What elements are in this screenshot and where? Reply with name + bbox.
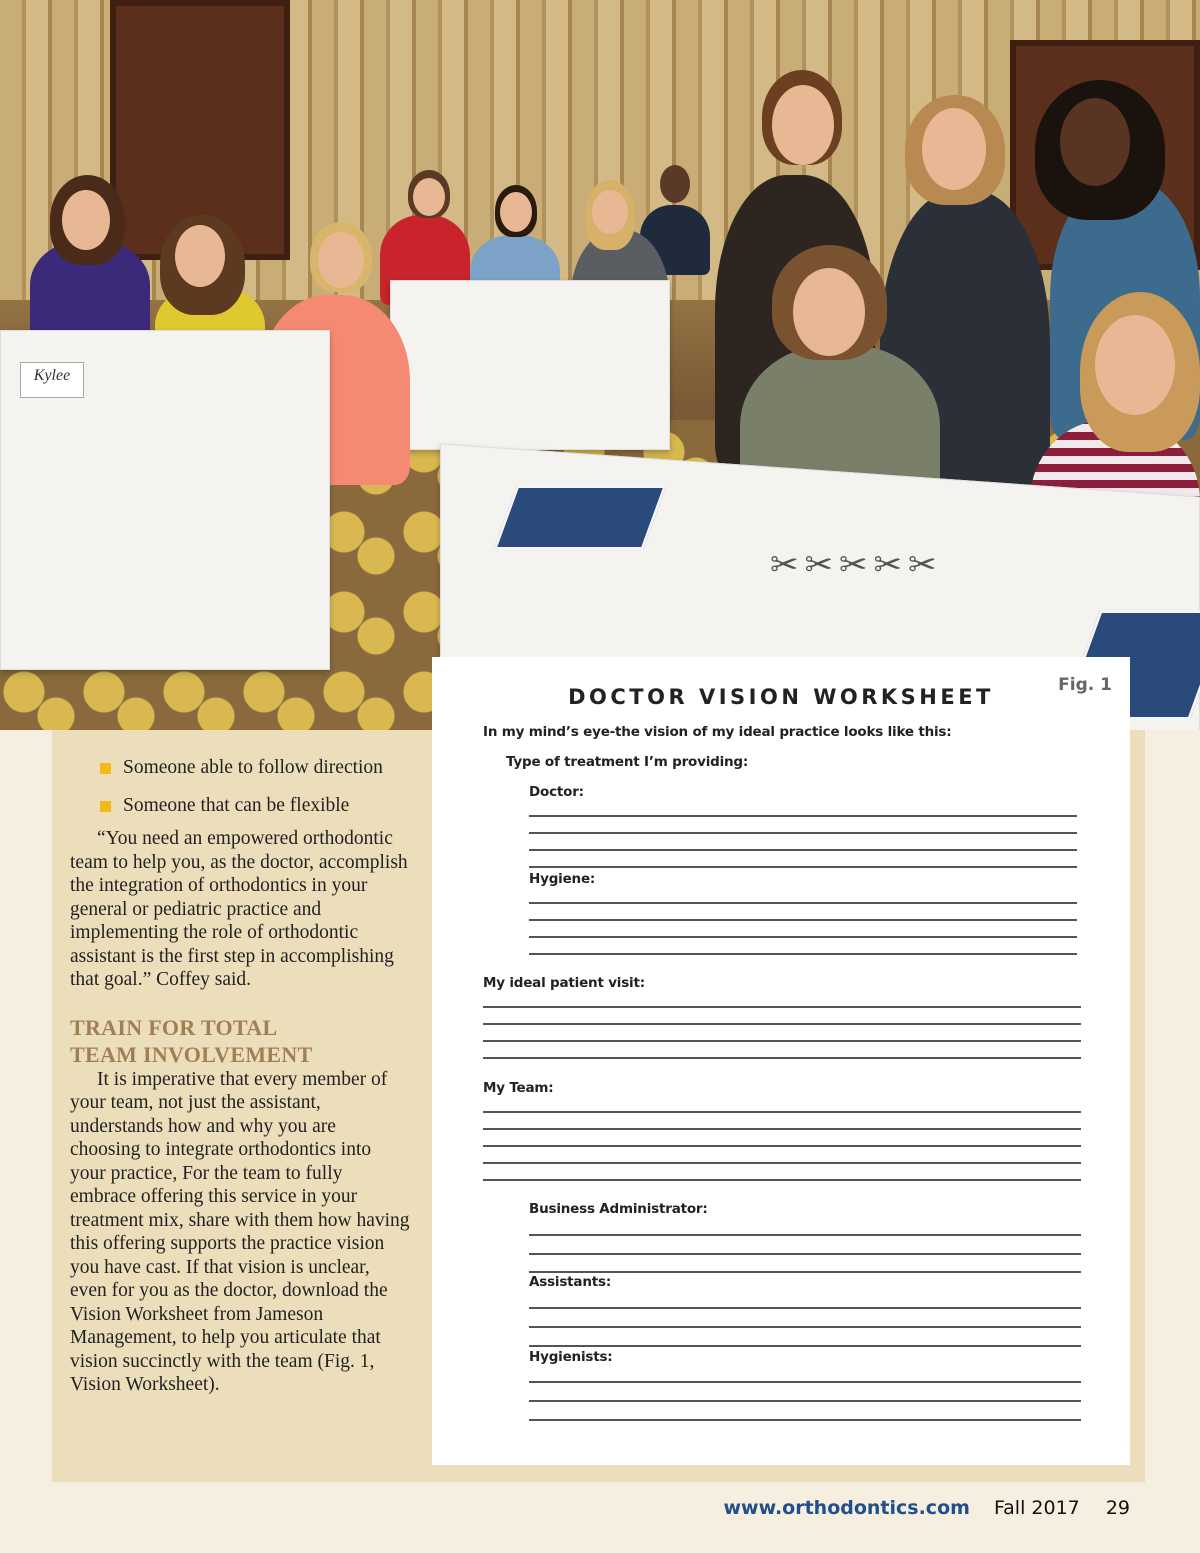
- bullet-square-icon: [100, 801, 111, 812]
- section-heading: TRAIN FOR TOTAL TEAM INVOLVEMENT: [70, 1014, 313, 1067]
- worksheet-ideal-visit-label: My ideal patient visit:: [483, 975, 645, 991]
- write-line: [529, 1419, 1081, 1421]
- bullet-item: Someone that can be flexible: [70, 794, 410, 818]
- write-line: [483, 1057, 1081, 1059]
- write-line: [483, 1111, 1081, 1113]
- worksheet-title: DOCTOR VISION WORKSHEET: [568, 685, 994, 709]
- quote-paragraph: “You need an empowered orthodontic team to help you, as the doctor, accomplish the integration of orthodontics in your general or pediatric practice and implementing the role of orthodontic assistant is the first step in accomplishing that goal.” Coffey said.: [70, 828, 408, 990]
- write-line: [529, 902, 1077, 904]
- issue-label: Fall 2017: [993, 1497, 1080, 1519]
- worksheet-intro: In my mind’s eye-the vision of my ideal practice looks like this:: [483, 724, 952, 740]
- worksheet-assistants-label: Assistants:: [529, 1274, 612, 1290]
- orthodontic-pliers-icon: ✂✂✂✂✂: [770, 545, 943, 585]
- figure-label: Fig. 1: [1058, 675, 1112, 695]
- worksheet-hygiene-label: Hygiene:: [529, 871, 596, 887]
- write-line: [529, 1381, 1081, 1383]
- vision-worksheet: [432, 657, 1130, 1465]
- write-line: [529, 1253, 1081, 1255]
- write-line: [529, 849, 1077, 851]
- bullet-square-icon: [100, 763, 111, 774]
- write-line: [529, 1345, 1081, 1347]
- write-line: [529, 815, 1077, 817]
- bullet-item: Someone able to follow direction: [70, 756, 410, 780]
- write-line: [483, 1006, 1081, 1008]
- write-line: [529, 1326, 1081, 1328]
- write-line: [529, 832, 1077, 834]
- body-paragraph: It is imperative that every member of your team, not just the assistant, understands how and why you are choosing to integrate orthodontics into your practice, For the team to fully embrace offering this service in your treatment mix, share with them how having this offering supports the practice vision you have cast. If that vision is unclear, even for you as the doctor, download the Vision Worksheet from Jameson Management, to help you articulate that vision succinctly with the team (Fig. 1, Vision Worksheet).: [70, 1068, 410, 1395]
- table: [390, 280, 670, 450]
- page-footer: [724, 1497, 1131, 1519]
- write-line: [529, 936, 1077, 938]
- write-line: [483, 1162, 1081, 1164]
- page-number: 29: [1105, 1497, 1130, 1519]
- worksheet-doctor-label: Doctor:: [529, 784, 584, 800]
- write-line: [483, 1145, 1081, 1147]
- write-line: [529, 1307, 1081, 1309]
- name-card: Kylee: [20, 362, 84, 398]
- write-line: [529, 866, 1077, 868]
- write-line: [483, 1179, 1081, 1181]
- write-line: [483, 1040, 1081, 1042]
- article-photo: [0, 0, 1200, 730]
- write-line: [529, 1271, 1081, 1273]
- worksheet-hygienists-label: Hygienists:: [529, 1349, 613, 1365]
- binder: [493, 485, 667, 550]
- write-line: [529, 1400, 1081, 1402]
- worksheet-treatment-label: Type of treatment I’m providing:: [506, 754, 749, 770]
- write-line: [483, 1023, 1081, 1025]
- worksheet-business-admin-label: Business Administrator:: [529, 1201, 708, 1217]
- write-line: [529, 953, 1077, 955]
- article-text-column: [70, 756, 410, 1397]
- write-line: [483, 1128, 1081, 1130]
- write-line: [529, 1234, 1081, 1236]
- write-line: [529, 919, 1077, 921]
- website-link[interactable]: www.orthodontics.com: [723, 1497, 970, 1519]
- worksheet-team-label: My Team:: [483, 1080, 554, 1096]
